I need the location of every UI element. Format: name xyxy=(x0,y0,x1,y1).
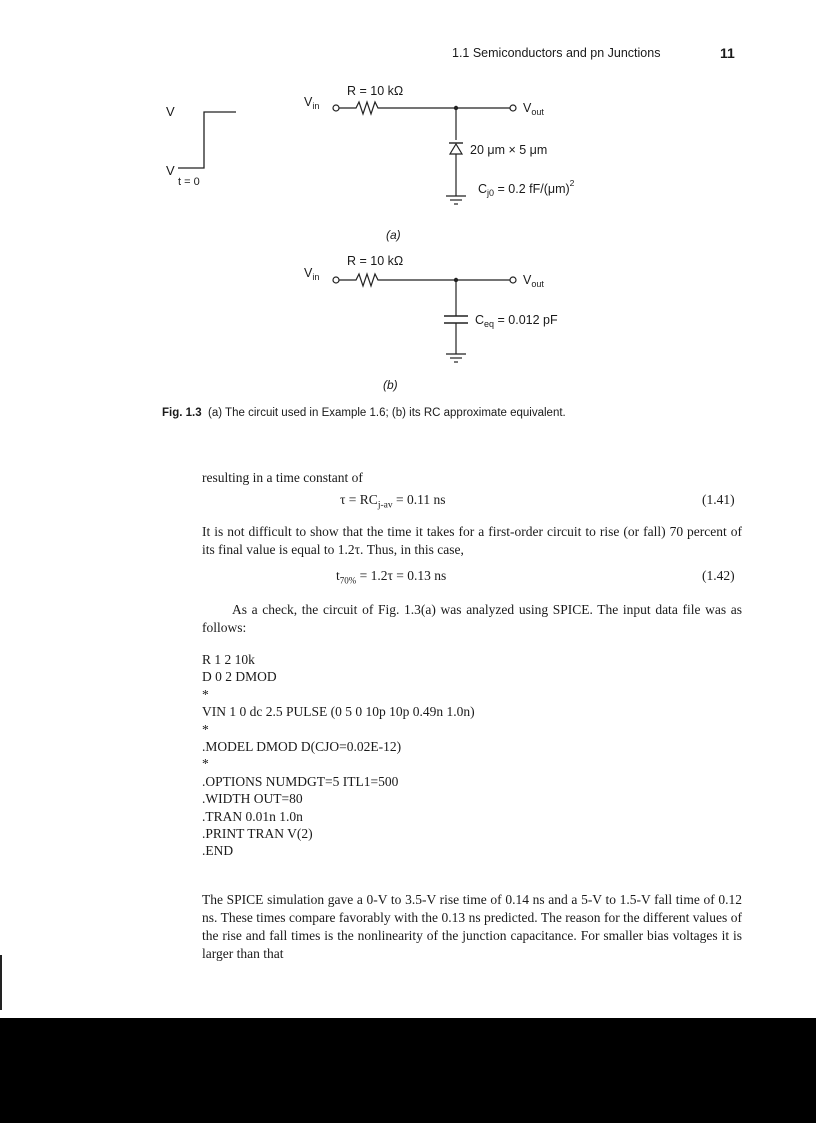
scan-black-band xyxy=(0,1018,816,1123)
resistor-b xyxy=(339,274,510,286)
vout-terminal-b xyxy=(510,277,516,283)
code-line: .OPTIONS NUMDGT=5 ITL1=500 xyxy=(202,773,399,789)
ground-a xyxy=(446,196,466,204)
step-v-low: V xyxy=(166,163,175,178)
paragraph-3: As a check, the circuit of Fig. 1.3(a) was analyzed using SPICE. The input data file was as follows: xyxy=(202,602,742,635)
code-line: D 0 2 DMOD xyxy=(202,669,277,685)
page-number: 11 xyxy=(720,45,735,61)
code-line: .END xyxy=(202,843,234,859)
resistor-a xyxy=(339,102,510,114)
diode-symbol xyxy=(449,143,463,196)
paragraph-1: resulting in a time constant of xyxy=(202,470,363,485)
code-line: .MODEL DMOD D(CJO=0.02E-12) xyxy=(202,739,402,755)
caption-text: (a) The circuit used in Example 1.6; (b) its RC approximate equivalent. xyxy=(208,407,566,419)
code-line: * xyxy=(202,721,209,737)
vout-label-b: $V_{out}$ xyxy=(523,273,544,289)
figure-1-3 xyxy=(0,0,816,400)
step-v-high: V xyxy=(166,104,175,119)
subfig-label-a: (a) xyxy=(386,228,401,242)
cj0-label: $C_{j0} = 0.2$ $fF/(\mu m)^2$ xyxy=(478,178,575,198)
header-section: 1.1 Semiconductors and pn Junctions xyxy=(452,46,661,60)
eq1-number: (1.41) xyxy=(702,492,735,507)
vout-terminal-a xyxy=(510,105,516,111)
eq2-number: (1.42) xyxy=(702,568,735,583)
code-line: * xyxy=(202,756,209,772)
vout-label-a: $V_{out}$ xyxy=(523,101,544,117)
eq2-expression: $t_{70\%} = 1.2\tau = 0.13$ ns xyxy=(336,568,447,586)
circuit-b xyxy=(304,254,558,392)
step-input-waveform xyxy=(166,104,236,188)
resistor-label-b: R = 10 kΩ xyxy=(347,254,404,268)
spice-listing xyxy=(202,651,475,860)
circuit-a xyxy=(304,84,575,242)
diode-size-label: 20 μm × 5 μm xyxy=(470,143,548,157)
vin-terminal-a xyxy=(333,105,339,111)
code-line: .PRINT TRAN V(2) xyxy=(202,826,313,842)
vin-label-b: $V_{in}$ xyxy=(304,266,320,282)
figure-caption xyxy=(162,406,642,421)
code-line: VIN 1 0 dc 2.5 PULSE (0 5 0 10p 10p 0.49n 1.0n) xyxy=(202,704,475,720)
paragraph-4: The SPICE simulation gave a 0-V to 3.5-V rise time of 0.14 ns and a 5-V to 1.5-V fall time of 0.12 ns. These times compare favorably with the 0.13 ns predicted. The reason for the different values of the rise and fall times is the nonlinearity of the junction capacitance. For smaller bias voltages it is larger than that xyxy=(202,892,742,961)
eq1-expression: $\tau = RC_{j-av} = 0.11$ ns xyxy=(340,492,446,511)
scan-edge-mark xyxy=(0,955,2,1010)
ceq-label: $C_{eq} = 0.012$ pF xyxy=(475,313,558,329)
code-line: .TRAN 0.01n 1.0n xyxy=(202,808,303,824)
paragraph-2: It is not difficult to show that the time it takes for a first-order circuit to rise (or fall) 70 percent of its final value is equal to 1.2τ. Thus, in this case, xyxy=(202,524,742,557)
code-line: * xyxy=(202,686,209,702)
caption-label: Fig. 1.3 xyxy=(162,407,202,419)
vin-label-a: $V_{in}$ xyxy=(304,95,320,111)
code-line: .WIDTH OUT=80 xyxy=(202,791,303,807)
vin-terminal-b xyxy=(333,277,339,283)
capacitor-symbol xyxy=(444,316,468,354)
ground-b xyxy=(446,354,466,362)
subfig-label-b: (b) xyxy=(383,378,398,392)
resistor-label-a: R = 10 kΩ xyxy=(347,84,404,98)
step-t0-label: t = 0 xyxy=(178,176,200,188)
code-line: R 1 2 10k xyxy=(202,652,255,667)
